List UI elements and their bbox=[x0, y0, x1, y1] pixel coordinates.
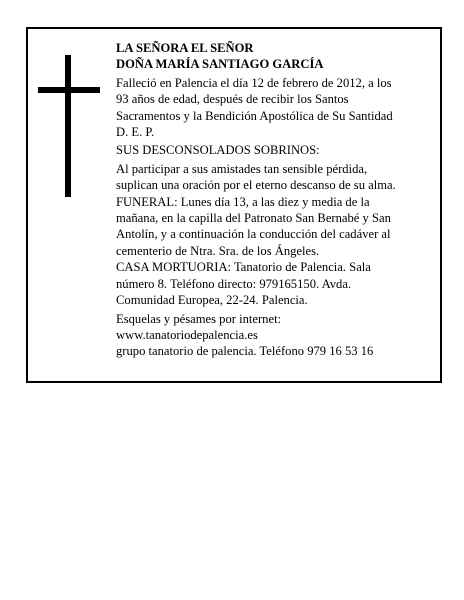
cross-vertical-bar bbox=[65, 55, 71, 197]
obituary-text bbox=[116, 40, 438, 360]
latin-cross-icon bbox=[38, 55, 100, 197]
contact-phone-line: grupo tanatorio de palencia. Teléfono 979 16 53 16 bbox=[116, 344, 374, 359]
cross-horizontal-bar bbox=[38, 87, 100, 93]
mortuary-line: CASA MORTUORIA: Tanatorio de Palencia. Sala bbox=[116, 260, 371, 275]
death-notice-line: Falleció en Palencia el día 12 de febrero de 2012, a los bbox=[116, 75, 392, 90]
funeral-line: mañana, en la capilla del Patronato San Bernabé y San bbox=[116, 211, 391, 226]
rip-abbreviation: D. E. P. bbox=[116, 125, 155, 140]
website-text: www.tanatoriodepalencia.es bbox=[116, 327, 258, 342]
funeral-line: cementerio de Ntra. Sra. de los Ángeles. bbox=[116, 243, 320, 258]
mortuary-line: número 8. Teléfono directo: 979165150. Avda. bbox=[116, 276, 352, 291]
header-line-1: LA SEÑORA EL SEÑOR bbox=[116, 41, 254, 55]
funeral-line: Antolín, y a continuación la conducción del cadáver al bbox=[116, 227, 391, 242]
death-notice-line: Sacramentos y la Bendición Apostólica de Su Santidad bbox=[116, 108, 393, 123]
death-notice-line: 93 años de edad, después de recibir los Santos bbox=[116, 92, 349, 107]
funeral-line: FUNERAL: Lunes día 13, a las diez y media de la bbox=[116, 194, 370, 209]
obituary-notice bbox=[26, 27, 442, 383]
mourners-heading: SUS DESCONSOLADOS SOBRINOS: bbox=[116, 143, 320, 158]
mourners-line: suplican una oración por el eterno descanso de su alma. bbox=[116, 178, 396, 193]
mourners-line: Al participar a sus amistades tan sensible pérdida, bbox=[116, 161, 368, 176]
deceased-name: DOÑA MARÍA SANTIAGO GARCÍA bbox=[116, 57, 324, 72]
mortuary-line: Comunidad Europea, 22-24. Palencia. bbox=[116, 293, 308, 308]
contact-line: Esquelas y pésames por internet: bbox=[116, 311, 282, 326]
